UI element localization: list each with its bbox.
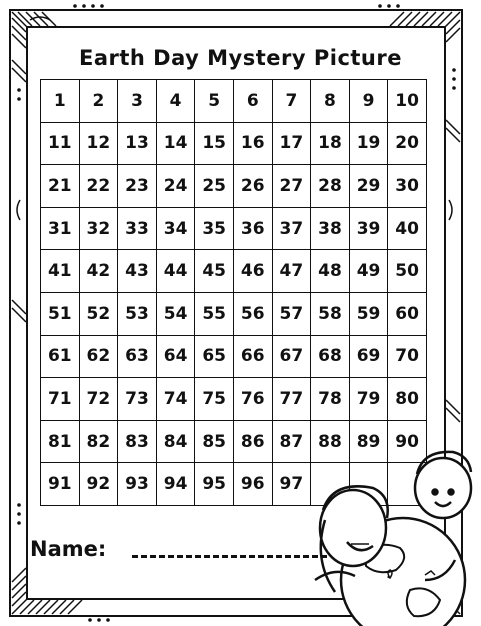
grid-cell[interactable]: 25: [195, 165, 234, 208]
grid-cell[interactable]: 61: [41, 335, 80, 378]
grid-cell[interactable]: 23: [118, 165, 157, 208]
grid-cell[interactable]: 95: [195, 463, 234, 506]
grid-cell[interactable]: 32: [79, 207, 118, 250]
grid-cell[interactable]: 49: [349, 250, 388, 293]
grid-row: [41, 335, 427, 378]
grid-cell[interactable]: 74: [156, 378, 195, 421]
grid-cell[interactable]: 14: [156, 122, 195, 165]
grid-cell[interactable]: 57: [272, 292, 311, 335]
grid-cell[interactable]: 28: [311, 165, 350, 208]
grid-row: [41, 207, 427, 250]
grid-cell[interactable]: 71: [41, 378, 80, 421]
name-label: Name:: [30, 537, 107, 561]
page-title: Earth Day Mystery Picture: [79, 46, 402, 70]
grid-cell[interactable]: 6: [233, 80, 272, 123]
grid-cell[interactable]: 40: [388, 207, 427, 250]
grid-cell[interactable]: 16: [233, 122, 272, 165]
grid-cell[interactable]: 70: [388, 335, 427, 378]
grid-cell[interactable]: 9: [349, 80, 388, 123]
grid-cell[interactable]: 45: [195, 250, 234, 293]
grid-row: [41, 165, 427, 208]
grid-cell[interactable]: 26: [233, 165, 272, 208]
grid-cell[interactable]: 24: [156, 165, 195, 208]
grid-cell[interactable]: 58: [311, 292, 350, 335]
grid-cell[interactable]: 64: [156, 335, 195, 378]
grid-cell[interactable]: 83: [118, 420, 157, 463]
grid-cell[interactable]: 34: [156, 207, 195, 250]
grid-cell[interactable]: 37: [272, 207, 311, 250]
grid-cell[interactable]: 72: [79, 378, 118, 421]
grid-cell[interactable]: 55: [195, 292, 234, 335]
grid-cell[interactable]: 88: [311, 420, 350, 463]
grid-cell[interactable]: 65: [195, 335, 234, 378]
grid-cell[interactable]: 78: [311, 378, 350, 421]
grid-cell[interactable]: 5: [195, 80, 234, 123]
grid-cell[interactable]: 7: [272, 80, 311, 123]
grid-cell[interactable]: 27: [272, 165, 311, 208]
grid-cell[interactable]: 21: [41, 165, 80, 208]
grid-cell[interactable]: 73: [118, 378, 157, 421]
grid-cell[interactable]: 13: [118, 122, 157, 165]
grid-cell[interactable]: 48: [311, 250, 350, 293]
grid-cell[interactable]: 29: [349, 165, 388, 208]
grid-cell[interactable]: 41: [41, 250, 80, 293]
grid-cell[interactable]: 87: [272, 420, 311, 463]
grid-cell[interactable]: 62: [79, 335, 118, 378]
grid-cell[interactable]: 76: [233, 378, 272, 421]
grid-cell[interactable]: 1: [41, 80, 80, 123]
grid-cell[interactable]: 51: [41, 292, 80, 335]
grid-cell[interactable]: 19: [349, 122, 388, 165]
grid-cell[interactable]: 89: [349, 420, 388, 463]
grid-row: [41, 292, 427, 335]
grid-cell[interactable]: 43: [118, 250, 157, 293]
grid-cell[interactable]: 84: [156, 420, 195, 463]
grid-cell[interactable]: 17: [272, 122, 311, 165]
grid-cell[interactable]: 18: [311, 122, 350, 165]
grid-cell[interactable]: 42: [79, 250, 118, 293]
grid-cell[interactable]: 59: [349, 292, 388, 335]
grid-cell[interactable]: 93: [118, 463, 157, 506]
grid-cell[interactable]: 56: [233, 292, 272, 335]
grid-cell[interactable]: 96: [233, 463, 272, 506]
grid-cell[interactable]: 85: [195, 420, 234, 463]
grid-cell[interactable]: 12: [79, 122, 118, 165]
grid-cell[interactable]: 11: [41, 122, 80, 165]
grid-cell[interactable]: 91: [41, 463, 80, 506]
grid-cell[interactable]: 22: [79, 165, 118, 208]
grid-cell[interactable]: 75: [195, 378, 234, 421]
grid-cell[interactable]: 39: [349, 207, 388, 250]
grid-cell[interactable]: 35: [195, 207, 234, 250]
grid-cell[interactable]: 10: [388, 80, 427, 123]
grid-cell[interactable]: 15: [195, 122, 234, 165]
grid-cell[interactable]: 50: [388, 250, 427, 293]
grid-cell[interactable]: 77: [272, 378, 311, 421]
grid-row: [41, 250, 427, 293]
grid-cell[interactable]: 68: [311, 335, 350, 378]
grid-cell[interactable]: 94: [156, 463, 195, 506]
grid-cell[interactable]: 31: [41, 207, 80, 250]
grid-cell[interactable]: 80: [388, 378, 427, 421]
grid-cell[interactable]: 67: [272, 335, 311, 378]
grid-row: [41, 122, 427, 165]
grid-cell[interactable]: 3: [118, 80, 157, 123]
grid-cell[interactable]: 54: [156, 292, 195, 335]
grid-cell[interactable]: 20: [388, 122, 427, 165]
grid-cell[interactable]: 69: [349, 335, 388, 378]
grid-cell[interactable]: 47: [272, 250, 311, 293]
grid-row: [41, 378, 427, 421]
grid-cell[interactable]: 63: [118, 335, 157, 378]
grid-cell[interactable]: 44: [156, 250, 195, 293]
grid-cell[interactable]: 79: [349, 378, 388, 421]
grid-cell[interactable]: 92: [79, 463, 118, 506]
grid-cell[interactable]: 82: [79, 420, 118, 463]
grid-cell[interactable]: 38: [311, 207, 350, 250]
grid-cell[interactable]: 8: [311, 80, 350, 123]
grid-row: [41, 80, 427, 123]
grid-cell[interactable]: 66: [233, 335, 272, 378]
grid-cell[interactable]: 36: [233, 207, 272, 250]
grid-cell[interactable]: 97: [272, 463, 311, 506]
grid-cell[interactable]: 52: [79, 292, 118, 335]
grid-cell[interactable]: 46: [233, 250, 272, 293]
grid-cell[interactable]: 30: [388, 165, 427, 208]
grid-cell[interactable]: 90: [388, 420, 427, 463]
grid-cell[interactable]: 53: [118, 292, 157, 335]
grid-cell[interactable]: 2: [79, 80, 118, 123]
kids-hugging-earth-icon: [295, 440, 481, 626]
grid-cell[interactable]: 60: [388, 292, 427, 335]
grid-cell[interactable]: 33: [118, 207, 157, 250]
grid-cell[interactable]: 4: [156, 80, 195, 123]
grid-cell[interactable]: 81: [41, 420, 80, 463]
grid-cell[interactable]: 86: [233, 420, 272, 463]
